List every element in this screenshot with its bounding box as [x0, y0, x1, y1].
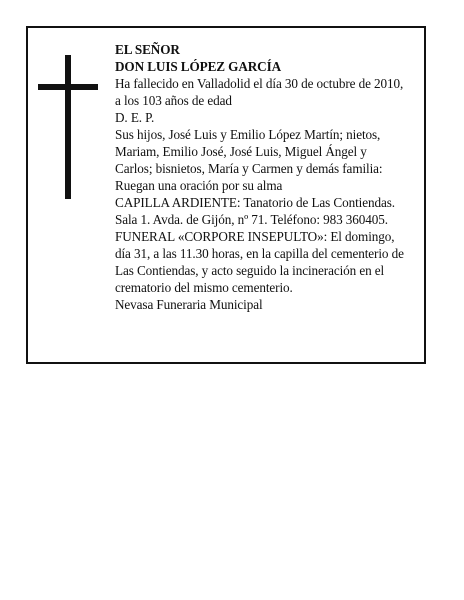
death-line-2: a los 103 años de edad	[115, 93, 232, 108]
family-line-1: Sus hijos, José Luis y Emilio López Martín; nietos,	[115, 127, 381, 142]
heading-line-1: EL SEÑOR	[115, 42, 180, 57]
chapel-line-1: CAPILLA ARDIENTE: Tanatorio de Las Contiendas.	[115, 195, 395, 210]
prayer-line: Ruegan una oración por su alma	[115, 178, 283, 193]
deceased-name: DON LUIS LÓPEZ GARCÍA	[115, 59, 282, 74]
funeral-line-1: FUNERAL «CORPORE INSEPULTO»: El domingo,	[115, 229, 395, 244]
chapel-line-2: Sala 1. Avda. de Gijón, nº 71. Teléfono: 983 360405.	[115, 212, 388, 227]
cross-icon	[38, 55, 98, 199]
death-line-1: Ha fallecido en Valladolid el día 30 de octubre de 2010,	[115, 76, 404, 91]
cross-vertical-bar	[65, 55, 71, 199]
dep-line: D. E. P.	[115, 110, 155, 125]
notice-text	[115, 41, 425, 313]
family-line-3: Carlos; bisnietos, María y Carmen y demás familia:	[115, 161, 383, 176]
funeral-line-2: día 31, a las 11.30 horas, en la capilla del cementerio de	[115, 246, 404, 261]
funeral-line-4: crematorio del mismo cementerio.	[115, 280, 293, 295]
obituary-notice	[26, 26, 426, 364]
funeral-home-line: Nevasa Funeraria Municipal	[115, 297, 263, 312]
cross-horizontal-bar	[38, 84, 98, 90]
family-line-2: Mariam, Emilio José, José Luis, Miguel Ángel y	[115, 144, 367, 159]
funeral-line-3: Las Contiendas, y acto seguido la incineración en el	[115, 263, 385, 278]
